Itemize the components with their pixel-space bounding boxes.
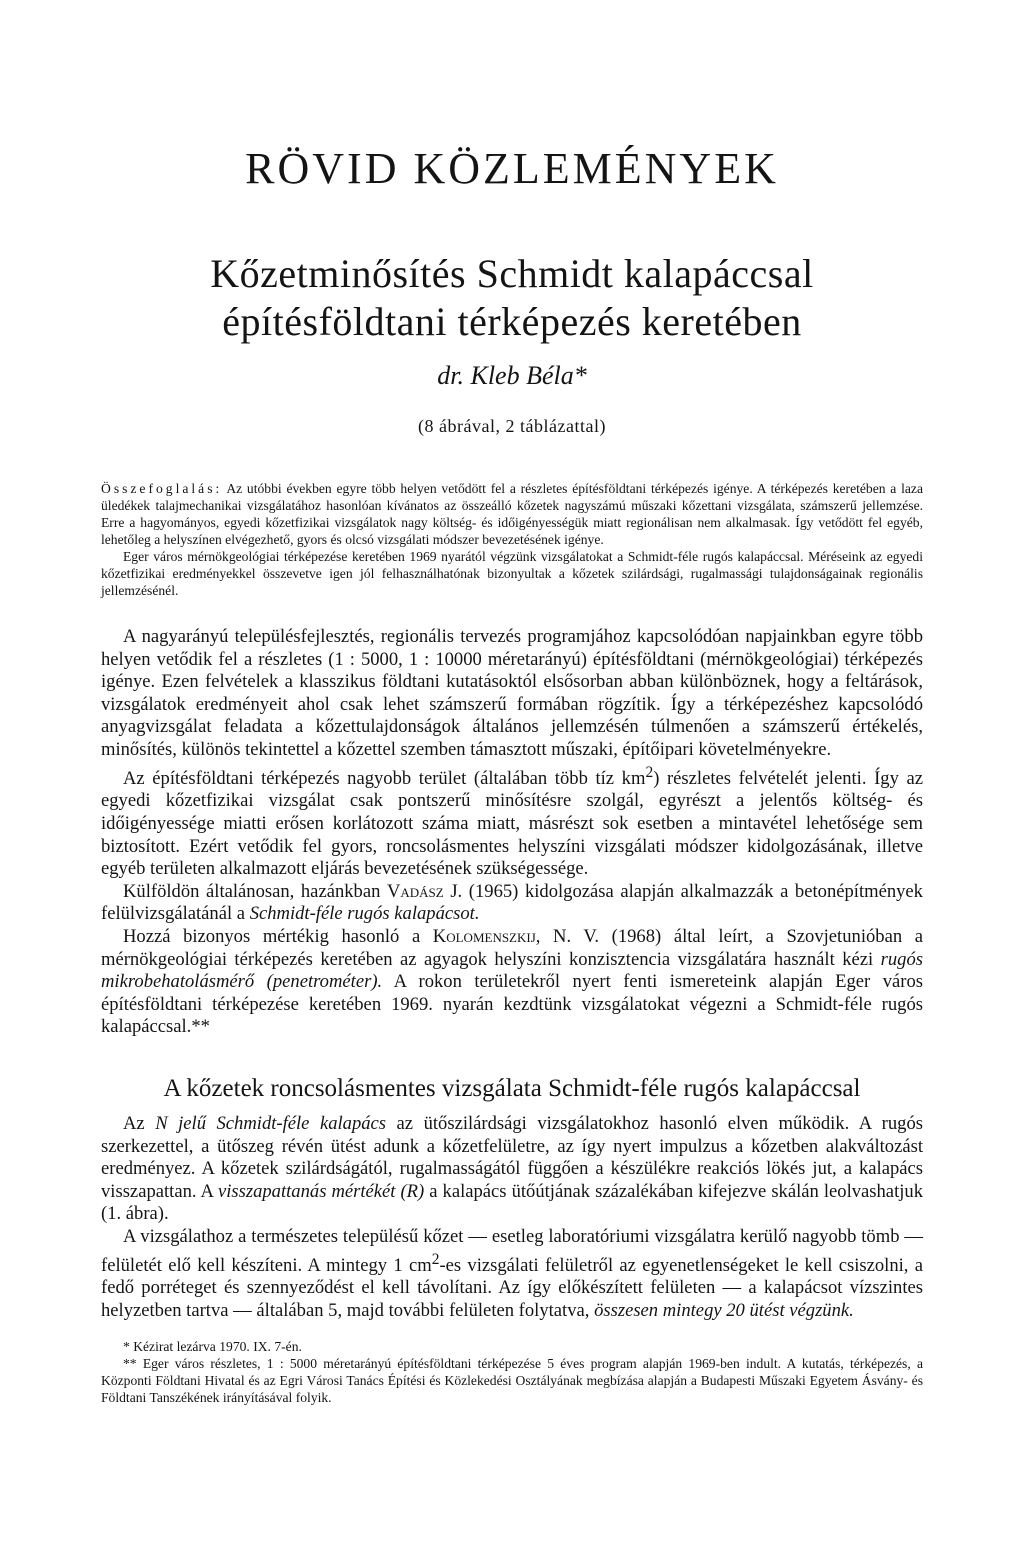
abstract-text-1: Az utóbbi években egyre több helyen vetődött fel a részletes építésföldtani térképezés igénye. A térképezés keretében a laza üledékek talajmechanikai vizsgálatához hasonlóan kívánatos az összeálló kőzetek nagyszámú műszaki kőzettani vizsgálata, számszerű jellemzése. Erre a hagyományos, egyedi kőzetfizikai vizsgálatok nagy költség- és időigényességük miatt regionálisan nem alkalmasak. Így vetődött fel egyéb, lehetőleg a helyszínen elvégezhető, gyors és olcsó vizsgálati módszer bevezetésének igénye. (101, 481, 923, 547)
abstract-paragraph (101, 480, 923, 548)
footnote: ** Eger város részletes, 1 : 5000 méretarányú építésföldtani térképezése 5 éves program alapján 1969-ben indult. A kutatás, térképezés, a Központi Földtani Hivatal és az Egri Városi Tanács Építési és Közlekedési Osztályának megbízása alapján a Budapesti Műszaki Egyetem Ásvány- és Földtani Tanszékének irányításával folyik. (101, 1356, 923, 1405)
emphasis: Schmidt-féle rugós kalapácsot. (249, 903, 480, 925)
abstract-paragraph: Eger város mérnökgeológiai térképezése keretében 1969 nyarától végzünk vizsgálatokat a Schmidt-féle rugós kalapáccsal. Méréseink az egyedi kőzetfizikai eredményekkel összevetve igen jól felhasználhatónak bizonyultak a kőzetek szilárdsági, rugalmassági tulajdonságainak regionális jellemzésénél. (101, 549, 923, 598)
body-text: Az (123, 1113, 156, 1134)
main-text (101, 626, 923, 1039)
abstract (101, 480, 923, 599)
emphasis: visszapattanás mértékét (R) (217, 1180, 425, 1202)
body-paragraph (101, 926, 923, 1039)
body-text: nagyarányú településfejlesztés, regionális tervezés programjához kapcsolódóan napjainkban egyre több helyen vetődik fel a részletes (1 : 5000, 1 : 10000 méretarányú) építésföldtani (mérnökgeológiai) térképezés igénye. Ezen felvételek a klasszikus földtani kutatásoktól elsősorban abban különböznek, hogy a feltárások, vizsgálatok eredményeit ahol csak lehet számszerű formában rögzítik. Így a térképezéshez kapcsolódó anyagvizsgálat feladata a kőzettulajdonságok általános jellemzésén túlmenően a számszerű értékelés, minősítés, különös tekintettel a kőzettel szemben támasztott műszaki, építőipari követelményekre. (101, 626, 923, 760)
superscript: 2 (431, 1250, 440, 1268)
subsection-heading: A kőzetek roncsolásmentes vizsgálata Schmidt-féle rugós kalapáccsal (163, 1075, 861, 1102)
cited-author: Vadász J. (386, 880, 463, 902)
body-text: -es vizsgálati felületről az egyenetlenségeket le kell csiszolni, a fedő porréteget és szennyeződést el kell távolítani. Az így előkészített felületen — a kalapácsot vízszintes helyzetben tartva — általában 5, majd további felületen folytatva, (101, 1254, 923, 1321)
article-title (0, 250, 1024, 346)
subsection-text (101, 1113, 923, 1323)
footnotes (101, 1338, 923, 1406)
cited-author: Kolomenszkij, N. V. (432, 925, 600, 947)
body-paragraph (101, 1113, 923, 1226)
abstract-label: Összefoglalás: (101, 481, 223, 496)
body-text: ) részletes felvételét jelenti. Így az egyedi kőzetfizikai vizsgálat csak pontszerű minősítésre szolgál, egyrészt a jelentős költség- és időigényessége miatti erősen korlátozott száma miatt, másrészt sok esetben a mintavétel lehetősége sem biztosított. Ezért vetődik fel gyors, roncsolásmentes helyszíni vizsgálati módszer kidolgozásának, illetve egyéb területen alkalmazott eljárás bevezetésének szükségessége. (101, 767, 923, 880)
body-text: az ütőszilárdsági vizsgálatokhoz hasonló elven működik. A rugós szerkezettel, a ütőszeg révén ütést adunk a kőzetfelületre, az így nyert impulzus a kőzetben alakváltozást eredményez. A kőzetek szilárdságától, rugalmasságától függően a készülékre reakciós lökés jut, a kalapács visszapattan. A (101, 1113, 923, 1202)
body-paragraph (101, 626, 923, 762)
figures-note: (8 ábrával, 2 táblázattal) (418, 416, 606, 436)
body-text: Az építésföldtani térképezés nagyobb terület (általában több tíz km (123, 767, 646, 789)
article-title-line-1: Kőzetminősítés Schmidt kalapáccsal (210, 251, 814, 296)
body-paragraph (101, 881, 923, 926)
body-text: Hozzá bizonyos mértékig hasonló a (123, 925, 433, 947)
body-text: a kalapács ütőútjának százalékában kifejezve skálán leolvashatjuk (1. ábra). (101, 1180, 923, 1225)
footnote: * Kézirat lezárva 1970. IX. 7-én. (123, 1339, 302, 1354)
paragraph-lead: A (123, 626, 136, 647)
body-text: Külföldön általánosan, hazánkban (123, 880, 387, 902)
superscript: 2 (645, 763, 654, 781)
author-line: dr. Kleb Béla* (437, 361, 587, 390)
body-paragraph (101, 1226, 923, 1323)
emphasis: N jelű Schmidt-féle kalapács (155, 1113, 387, 1134)
body-text: A vizsgálathoz a természetes településű kőzet — esetleg laboratóriumi vizsgálatra kerülő nagyobb tömb — felületét elő kell készíteni. A mintegy 1 cm (101, 1225, 923, 1276)
emphasis: összesen mintegy 20 ütést végzünk. (594, 1299, 854, 1321)
body-text: (1965) kidolgozása alapján alkalmazzák a betonépítmények felülvizsgálatánál a (101, 880, 923, 925)
article-title-line-2: építésföldtani térképezés keretében (222, 299, 802, 344)
body-text: A rokon területekről nyert fenti ismereteink alapján Eger város építésföldtani térképezése keretében 1969. nyarán kezdtünk vizsgálatokat végezni a Schmidt-féle rugós kalapáccsal.** (101, 971, 923, 1038)
body-paragraph (101, 762, 923, 881)
body-text: (1968) által leírt, a Szovjetunióban a mérnökgeológiai térképezés keretében az agyagok helyszíni konzisztencia vizsgálatára használt kézi (101, 925, 923, 970)
emphasis: rugós mikrobehatolásmérő (penetrométer). (101, 948, 923, 993)
section-heading: RÖVID KÖZLEMÉNYEK (245, 144, 779, 193)
